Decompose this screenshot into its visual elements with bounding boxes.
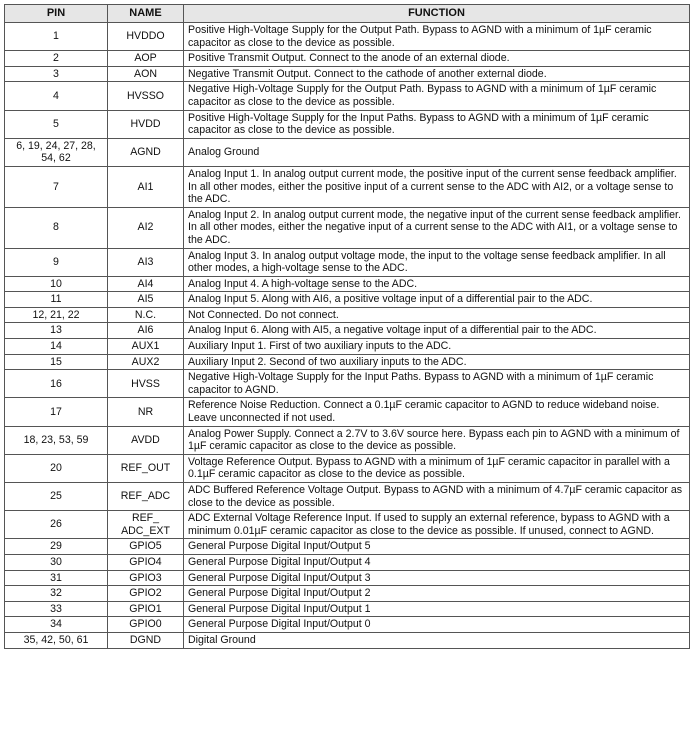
name-cell: GPIO0 (108, 617, 184, 633)
name-cell: GPIO4 (108, 554, 184, 570)
function-cell: Digital Ground (184, 632, 690, 648)
table-row (5, 292, 690, 308)
pin-cell: 35, 42, 50, 61 (5, 632, 108, 648)
table-row (5, 511, 690, 539)
name-cell: N.C. (108, 307, 184, 323)
pin-cell: 8 (5, 207, 108, 248)
table-row (5, 601, 690, 617)
pin-cell: 14 (5, 339, 108, 355)
pin-cell: 25 (5, 483, 108, 511)
name-cell: AI2 (108, 207, 184, 248)
pin-cell: 4 (5, 82, 108, 110)
name-cell: AUX2 (108, 354, 184, 370)
name-cell: AI4 (108, 276, 184, 292)
pin-cell: 26 (5, 511, 108, 539)
name-cell: HVDD (108, 110, 184, 138)
pin-cell: 12, 21, 22 (5, 307, 108, 323)
name-cell: GPIO5 (108, 539, 184, 555)
pin-cell: 18, 23, 53, 59 (5, 426, 108, 454)
function-cell: Auxiliary Input 2. Second of two auxiliary inputs to the ADC. (184, 354, 690, 370)
table-row (5, 617, 690, 633)
function-cell: General Purpose Digital Input/Output 5 (184, 539, 690, 555)
table-row (5, 82, 690, 110)
table-row (5, 632, 690, 648)
function-cell: Positive High-Voltage Supply for the Output Path. Bypass to AGND with a minimum of 1µF ceramic capacitor as close to the device as possible. (184, 23, 690, 51)
name-cell: REF_OUT (108, 454, 184, 482)
pin-cell: 34 (5, 617, 108, 633)
name-cell: AI6 (108, 323, 184, 339)
name-cell: AI3 (108, 248, 184, 276)
pin-cell: 30 (5, 554, 108, 570)
function-cell: Analog Ground (184, 138, 690, 166)
table-row (5, 570, 690, 586)
table-row (5, 51, 690, 67)
pin-cell: 6, 19, 24, 27, 28, 54, 62 (5, 138, 108, 166)
function-cell: ADC Buffered Reference Voltage Output. Bypass to AGND with a minimum of 4.7µF ceramic capacitor as close to the device as possible. (184, 483, 690, 511)
column-header-name: NAME (108, 5, 184, 23)
function-cell: Positive High-Voltage Supply for the Input Paths. Bypass to AGND with a minimum of 1µF ceramic capacitor as close to the device as possible. (184, 110, 690, 138)
table-row (5, 138, 690, 166)
name-cell: AI5 (108, 292, 184, 308)
name-cell: NR (108, 398, 184, 426)
pin-cell: 17 (5, 398, 108, 426)
table-row (5, 354, 690, 370)
function-cell: General Purpose Digital Input/Output 2 (184, 586, 690, 602)
name-cell: GPIO1 (108, 601, 184, 617)
function-cell: General Purpose Digital Input/Output 4 (184, 554, 690, 570)
function-cell: Negative High-Voltage Supply for the Input Paths. Bypass to AGND with a minimum of 1µF ceramic capacitor to AGND. (184, 370, 690, 398)
table-row (5, 398, 690, 426)
name-cell: HVSSO (108, 82, 184, 110)
name-cell: AI1 (108, 166, 184, 207)
pin-cell: 5 (5, 110, 108, 138)
table-row (5, 307, 690, 323)
pin-cell: 10 (5, 276, 108, 292)
pin-cell: 7 (5, 166, 108, 207)
name-cell: HVSS (108, 370, 184, 398)
function-cell: Analog Input 6. Along with AI5, a negative voltage input of a differential pair to the ADC. (184, 323, 690, 339)
function-cell: Analog Input 3. In analog output voltage mode, the input to the voltage sense feedback amplifier. In all other modes, a high-voltage sense to the ADC. (184, 248, 690, 276)
function-cell: Negative High-Voltage Supply for the Output Path. Bypass to AGND with a minimum of 1µF ceramic capacitor as close to the device as possible. (184, 82, 690, 110)
table-row (5, 339, 690, 355)
name-cell: GPIO3 (108, 570, 184, 586)
pin-cell: 29 (5, 539, 108, 555)
function-cell: Analog Input 5. Along with AI6, a positive voltage input of a differential pair to the ADC. (184, 292, 690, 308)
function-cell: Voltage Reference Output. Bypass to AGND with a minimum of 1µF ceramic capacitor in parallel with a 0.1µF ceramic capacitor as close to the device as possible. (184, 454, 690, 482)
function-cell: ADC External Voltage Reference Input. If used to supply an external reference, bypass to AGND with a minimum 0.01µF ceramic capacitor as close to the device as possible. If unused, connect to AGND. (184, 511, 690, 539)
pin-cell: 2 (5, 51, 108, 67)
name-cell: HVDDO (108, 23, 184, 51)
table-row (5, 276, 690, 292)
name-cell: AUX1 (108, 339, 184, 355)
function-cell: General Purpose Digital Input/Output 1 (184, 601, 690, 617)
function-cell: Analog Power Supply. Connect a 2.7V to 3.6V source here. Bypass each pin to AGND with a minimum of 1µF ceramic capacitor as close to the device as possible. (184, 426, 690, 454)
function-cell: General Purpose Digital Input/Output 3 (184, 570, 690, 586)
pin-cell: 16 (5, 370, 108, 398)
pin-cell: 1 (5, 23, 108, 51)
name-cell: REF_ADC (108, 483, 184, 511)
pin-cell: 20 (5, 454, 108, 482)
pin-function-table (4, 4, 690, 649)
function-cell: Not Connected. Do not connect. (184, 307, 690, 323)
table-row (5, 483, 690, 511)
pin-cell: 15 (5, 354, 108, 370)
name-cell: DGND (108, 632, 184, 648)
name-cell: AOP (108, 51, 184, 67)
column-header-function: FUNCTION (184, 5, 690, 23)
function-cell: Negative Transmit Output. Connect to the cathode of another external diode. (184, 66, 690, 82)
name-cell: AGND (108, 138, 184, 166)
table-header-row (5, 5, 690, 23)
table-row (5, 207, 690, 248)
column-header-pin: PIN (5, 5, 108, 23)
pin-cell: 3 (5, 66, 108, 82)
pin-cell: 33 (5, 601, 108, 617)
name-cell: AVDD (108, 426, 184, 454)
table-row (5, 554, 690, 570)
table-row (5, 323, 690, 339)
table-row (5, 23, 690, 51)
function-cell: Analog Input 2. In analog output current mode, the negative input of the current sense feedback amplifier. In all other modes, either the negative input of a current sense to the ADC with AI1, or a voltage sense to the ADC. (184, 207, 690, 248)
name-cell: AON (108, 66, 184, 82)
name-cell: GPIO2 (108, 586, 184, 602)
function-cell: Auxiliary Input 1. First of two auxiliary inputs to the ADC. (184, 339, 690, 355)
table-row (5, 248, 690, 276)
table-row (5, 166, 690, 207)
function-cell: Positive Transmit Output. Connect to the anode of an external diode. (184, 51, 690, 67)
table-row (5, 110, 690, 138)
table-row (5, 66, 690, 82)
function-cell: Reference Noise Reduction. Connect a 0.1µF ceramic capacitor to AGND to reduce wideband noise. Leave unconnected if not used. (184, 398, 690, 426)
table-row (5, 586, 690, 602)
function-cell: Analog Input 4. A high-voltage sense to the ADC. (184, 276, 690, 292)
pin-cell: 31 (5, 570, 108, 586)
function-cell: Analog Input 1. In analog output current mode, the positive input of the current sense feedback amplifier. In all other modes, either the positive input of a current sense to the ADC with AI2, or a voltage sense to the ADC. (184, 166, 690, 207)
function-cell: General Purpose Digital Input/Output 0 (184, 617, 690, 633)
pin-cell: 9 (5, 248, 108, 276)
table-row (5, 454, 690, 482)
pin-cell: 32 (5, 586, 108, 602)
name-cell: REF_ ADC_EXT (108, 511, 184, 539)
table-row (5, 426, 690, 454)
pin-cell: 11 (5, 292, 108, 308)
table-row (5, 370, 690, 398)
pin-cell: 13 (5, 323, 108, 339)
table-row (5, 539, 690, 555)
